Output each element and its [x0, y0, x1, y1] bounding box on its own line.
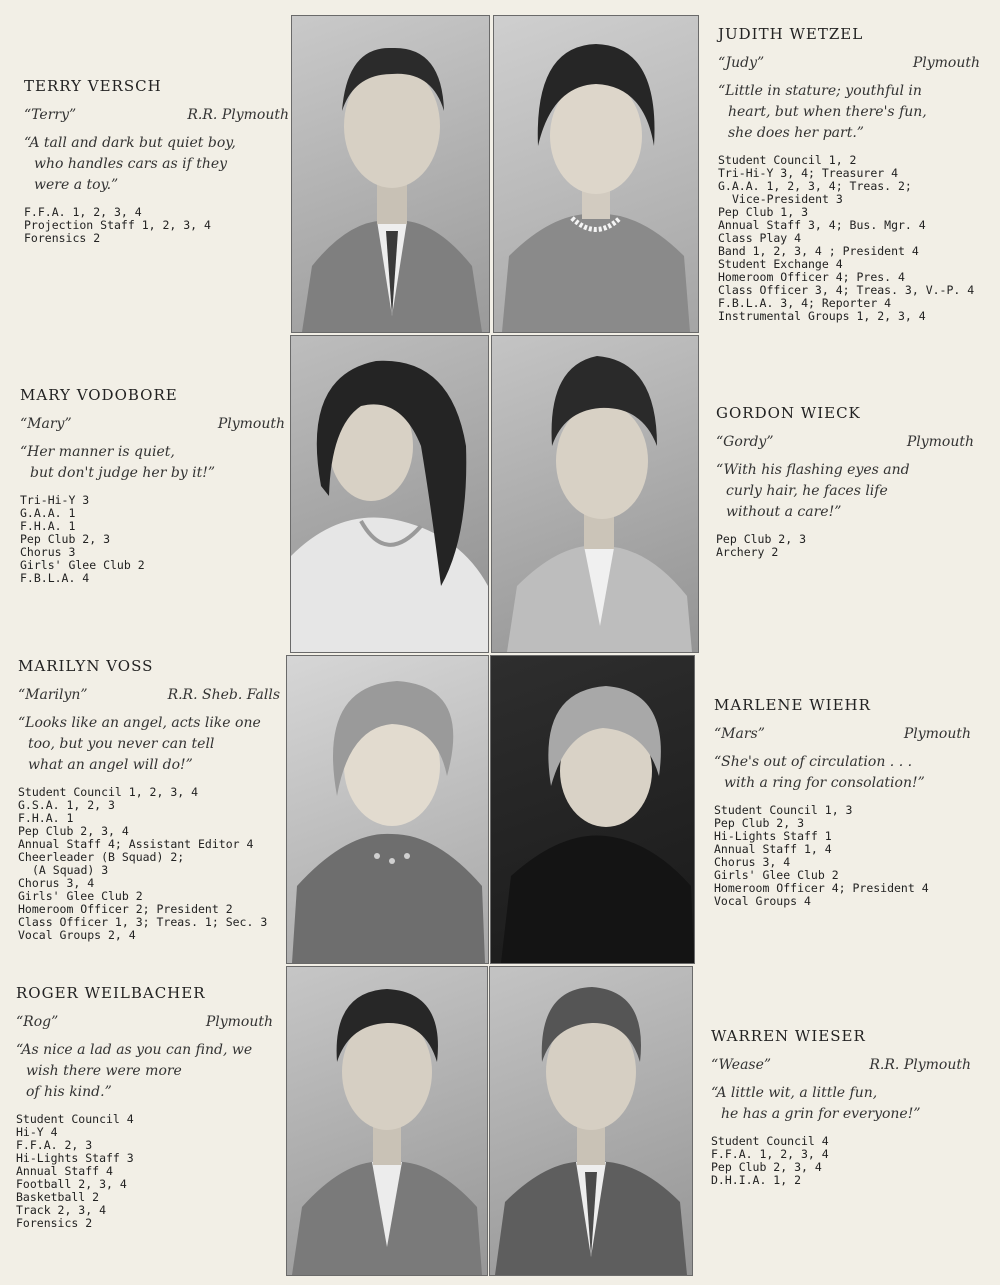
quote-line: he has a grin for everyone!”	[721, 1106, 921, 1122]
quote-line: wish there were more	[26, 1063, 182, 1079]
student-name: MARLENE WIEHR	[714, 696, 871, 714]
activity: Pep Club 2, 3	[714, 816, 805, 830]
activity: Annual Staff 1, 4	[714, 842, 832, 856]
senior-quote	[18, 713, 280, 776]
activity: Track 2, 3, 4	[16, 1203, 107, 1217]
activity: Class Officer 1, 3; Treas. 1; Sec. 3	[18, 915, 268, 929]
hometown: R.R. Sheb. Falls	[167, 687, 280, 703]
entry-marilyn-voss	[18, 657, 280, 942]
nickname: “Terry”	[24, 107, 77, 123]
portrait-photo-roger-weilbacher	[286, 966, 488, 1276]
nickname: “Judy”	[718, 55, 765, 71]
hometown: R.R. Plymouth	[869, 1057, 971, 1073]
entry-mary-vodobore	[20, 386, 285, 585]
activity: D.H.I.A. 1, 2	[711, 1173, 802, 1187]
activity: Projection Staff 1, 2, 3, 4	[24, 218, 211, 232]
activity: (A Squad) 3	[32, 863, 109, 877]
activity: Student Council 1, 2, 3, 4	[18, 785, 199, 799]
entry-roger-weilbacher	[16, 984, 273, 1230]
activities-list	[16, 1113, 273, 1230]
activity: Pep Club 2, 3	[716, 532, 807, 546]
activity: F.F.A. 1, 2, 3, 4	[24, 205, 142, 219]
activities-list	[24, 206, 289, 245]
activity: Girls' Glee Club 2	[18, 889, 143, 903]
entry-terry-versch	[24, 77, 289, 245]
activity: G.A.A. 1	[20, 506, 76, 520]
activities-list	[716, 533, 974, 559]
nickname: “Wease”	[711, 1057, 772, 1073]
activity: Student Council 4	[16, 1112, 134, 1126]
senior-quote	[716, 460, 974, 523]
quote-line: curly hair, he faces life	[726, 483, 888, 499]
activity: Class Play 4	[718, 231, 802, 245]
senior-quote	[711, 1083, 971, 1125]
activity: Homeroom Officer 4; President 4	[714, 881, 929, 895]
nickname: “Gordy”	[716, 434, 774, 450]
portrait-photo-gordon-wieck	[491, 335, 699, 653]
hometown: R.R. Plymouth	[187, 107, 289, 123]
activity: Archery 2	[716, 545, 779, 559]
quote-line: “Little in stature; youthful in	[718, 83, 922, 99]
nickname-row	[718, 55, 980, 71]
nickname-row	[714, 726, 971, 742]
activity: Homeroom Officer 4; Pres. 4	[718, 270, 905, 284]
activities-list	[18, 786, 280, 942]
activity: Girls' Glee Club 2	[714, 868, 839, 882]
hometown: Plymouth	[903, 726, 971, 742]
activity: Chorus 3, 4	[714, 855, 791, 869]
activity: Student Exchange 4	[718, 257, 843, 271]
quote-line: she does her part.”	[728, 125, 864, 141]
portrait-photo-warren-wieser	[489, 966, 693, 1276]
nickname: “Rog”	[16, 1014, 59, 1030]
activity: Pep Club 2, 3, 4	[711, 1160, 822, 1174]
student-name: WARREN WIESER	[711, 1027, 866, 1045]
nickname: “Mars”	[714, 726, 765, 742]
activities-list	[711, 1135, 971, 1187]
activity: Forensics 2	[16, 1216, 93, 1230]
quote-line: but don't judge her by it!”	[30, 465, 216, 481]
quote-line: were a toy.”	[34, 177, 119, 193]
quote-line: with a ring for consolation!”	[724, 775, 925, 791]
activity: Chorus 3, 4	[18, 876, 95, 890]
student-name: GORDON WIECK	[716, 404, 861, 422]
activity: Forensics 2	[24, 231, 101, 245]
activities-list	[20, 494, 285, 585]
activities-list	[718, 154, 980, 323]
quote-line: “As nice a lad as you can find, we	[16, 1042, 253, 1058]
senior-quote	[718, 81, 980, 144]
activity: Vocal Groups 4	[714, 894, 811, 908]
activities-list	[714, 804, 971, 908]
hometown: Plymouth	[217, 416, 285, 432]
quote-line: “She's out of circulation . . .	[714, 754, 913, 770]
activity: F.H.A. 1	[18, 811, 74, 825]
activity: Hi-Lights Staff 1	[714, 829, 832, 843]
quote-line: “With his flashing eyes and	[716, 462, 910, 478]
nickname-row	[711, 1057, 971, 1073]
hometown: Plymouth	[906, 434, 974, 450]
student-name: ROGER WEILBACHER	[16, 984, 206, 1002]
portrait-photo-marlene-wiehr	[490, 655, 695, 964]
activity: Football 2, 3, 4	[16, 1177, 127, 1191]
activity: Hi-Lights Staff 3	[16, 1151, 134, 1165]
activity: Band 1, 2, 3, 4 ; President 4	[718, 244, 919, 258]
entry-marlene-wiehr	[714, 696, 971, 908]
nickname-row	[18, 687, 280, 703]
portrait-photo-mary-vodobore	[290, 335, 489, 653]
senior-quote	[24, 133, 289, 196]
quote-line: without a care!”	[726, 504, 842, 520]
hometown: Plymouth	[912, 55, 980, 71]
activity: F.H.A. 1	[20, 519, 76, 533]
activity: Annual Staff 3, 4; Bus. Mgr. 4	[718, 218, 926, 232]
activity: Girls' Glee Club 2	[20, 558, 145, 572]
nickname: “Mary”	[20, 416, 72, 432]
activity: Homeroom Officer 2; President 2	[18, 902, 233, 916]
portrait-photo-judith-wetzel	[493, 15, 699, 333]
entry-warren-wieser	[711, 1027, 971, 1187]
activity: Chorus 3	[20, 545, 76, 559]
entry-judith-wetzel	[718, 25, 980, 323]
activity: Student Council 1, 3	[714, 803, 853, 817]
nickname-row	[716, 434, 974, 450]
senior-quote	[16, 1040, 273, 1103]
quote-line: “Looks like an angel, acts like one	[18, 715, 261, 731]
activity: Tri-Hi-Y 3, 4; Treasurer 4	[718, 166, 899, 180]
entry-gordon-wieck	[716, 404, 974, 559]
quote-line: of his kind.”	[26, 1084, 112, 1100]
activity: Cheerleader (B Squad) 2;	[18, 850, 185, 864]
activity: F.B.L.A. 4	[20, 571, 90, 585]
nickname-row	[20, 416, 285, 432]
activity: Student Council 4	[711, 1134, 829, 1148]
activity: Class Officer 3, 4; Treas. 3, V.-P. 4	[718, 283, 975, 297]
activity: Pep Club 2, 3, 4	[18, 824, 129, 838]
nickname-row	[16, 1014, 273, 1030]
activity: Vice-President 3	[732, 192, 843, 206]
activity: Hi-Y 4	[16, 1125, 58, 1139]
activity: Annual Staff 4	[16, 1164, 113, 1178]
quote-line: “A little wit, a little fun,	[711, 1085, 878, 1101]
senior-quote	[714, 752, 971, 794]
activity: Student Council 1, 2	[718, 153, 857, 167]
senior-quote	[20, 442, 285, 484]
portrait-photo-terry-versch	[291, 15, 490, 333]
activity: Vocal Groups 2, 4	[18, 928, 136, 942]
student-name: TERRY VERSCH	[24, 77, 162, 95]
quote-line: heart, but when there's fun,	[728, 104, 927, 120]
activity: Instrumental Groups 1, 2, 3, 4	[718, 309, 926, 323]
quote-line: who handles cars as if they	[34, 156, 228, 172]
quote-line: too, but you never can tell	[28, 736, 215, 752]
activity: G.S.A. 1, 2, 3	[18, 798, 115, 812]
activity: F.F.A. 2, 3	[16, 1138, 93, 1152]
student-name: JUDITH WETZEL	[718, 25, 864, 43]
quote-line: “Her manner is quiet,	[20, 444, 175, 460]
student-name: MARY VODOBORE	[20, 386, 178, 404]
activity: Pep Club 2, 3	[20, 532, 111, 546]
activity: Basketball 2	[16, 1190, 100, 1204]
nickname: “Marilyn”	[18, 687, 88, 703]
quote-line: “A tall and dark but quiet boy,	[24, 135, 236, 151]
activity: Annual Staff 4; Assistant Editor 4	[18, 837, 254, 851]
hometown: Plymouth	[205, 1014, 273, 1030]
portrait-photo-marilyn-voss	[286, 655, 489, 964]
activity: F.F.A. 1, 2, 3, 4	[711, 1147, 829, 1161]
nickname-row	[24, 107, 289, 123]
quote-line: what an angel will do!”	[28, 757, 193, 773]
student-name: MARILYN VOSS	[18, 657, 154, 675]
activity: Tri-Hi-Y 3	[20, 493, 90, 507]
activity: F.B.L.A. 3, 4; Reporter 4	[718, 296, 892, 310]
activity: G.A.A. 1, 2, 3, 4; Treas. 2;	[718, 179, 912, 193]
activity: Pep Club 1, 3	[718, 205, 809, 219]
